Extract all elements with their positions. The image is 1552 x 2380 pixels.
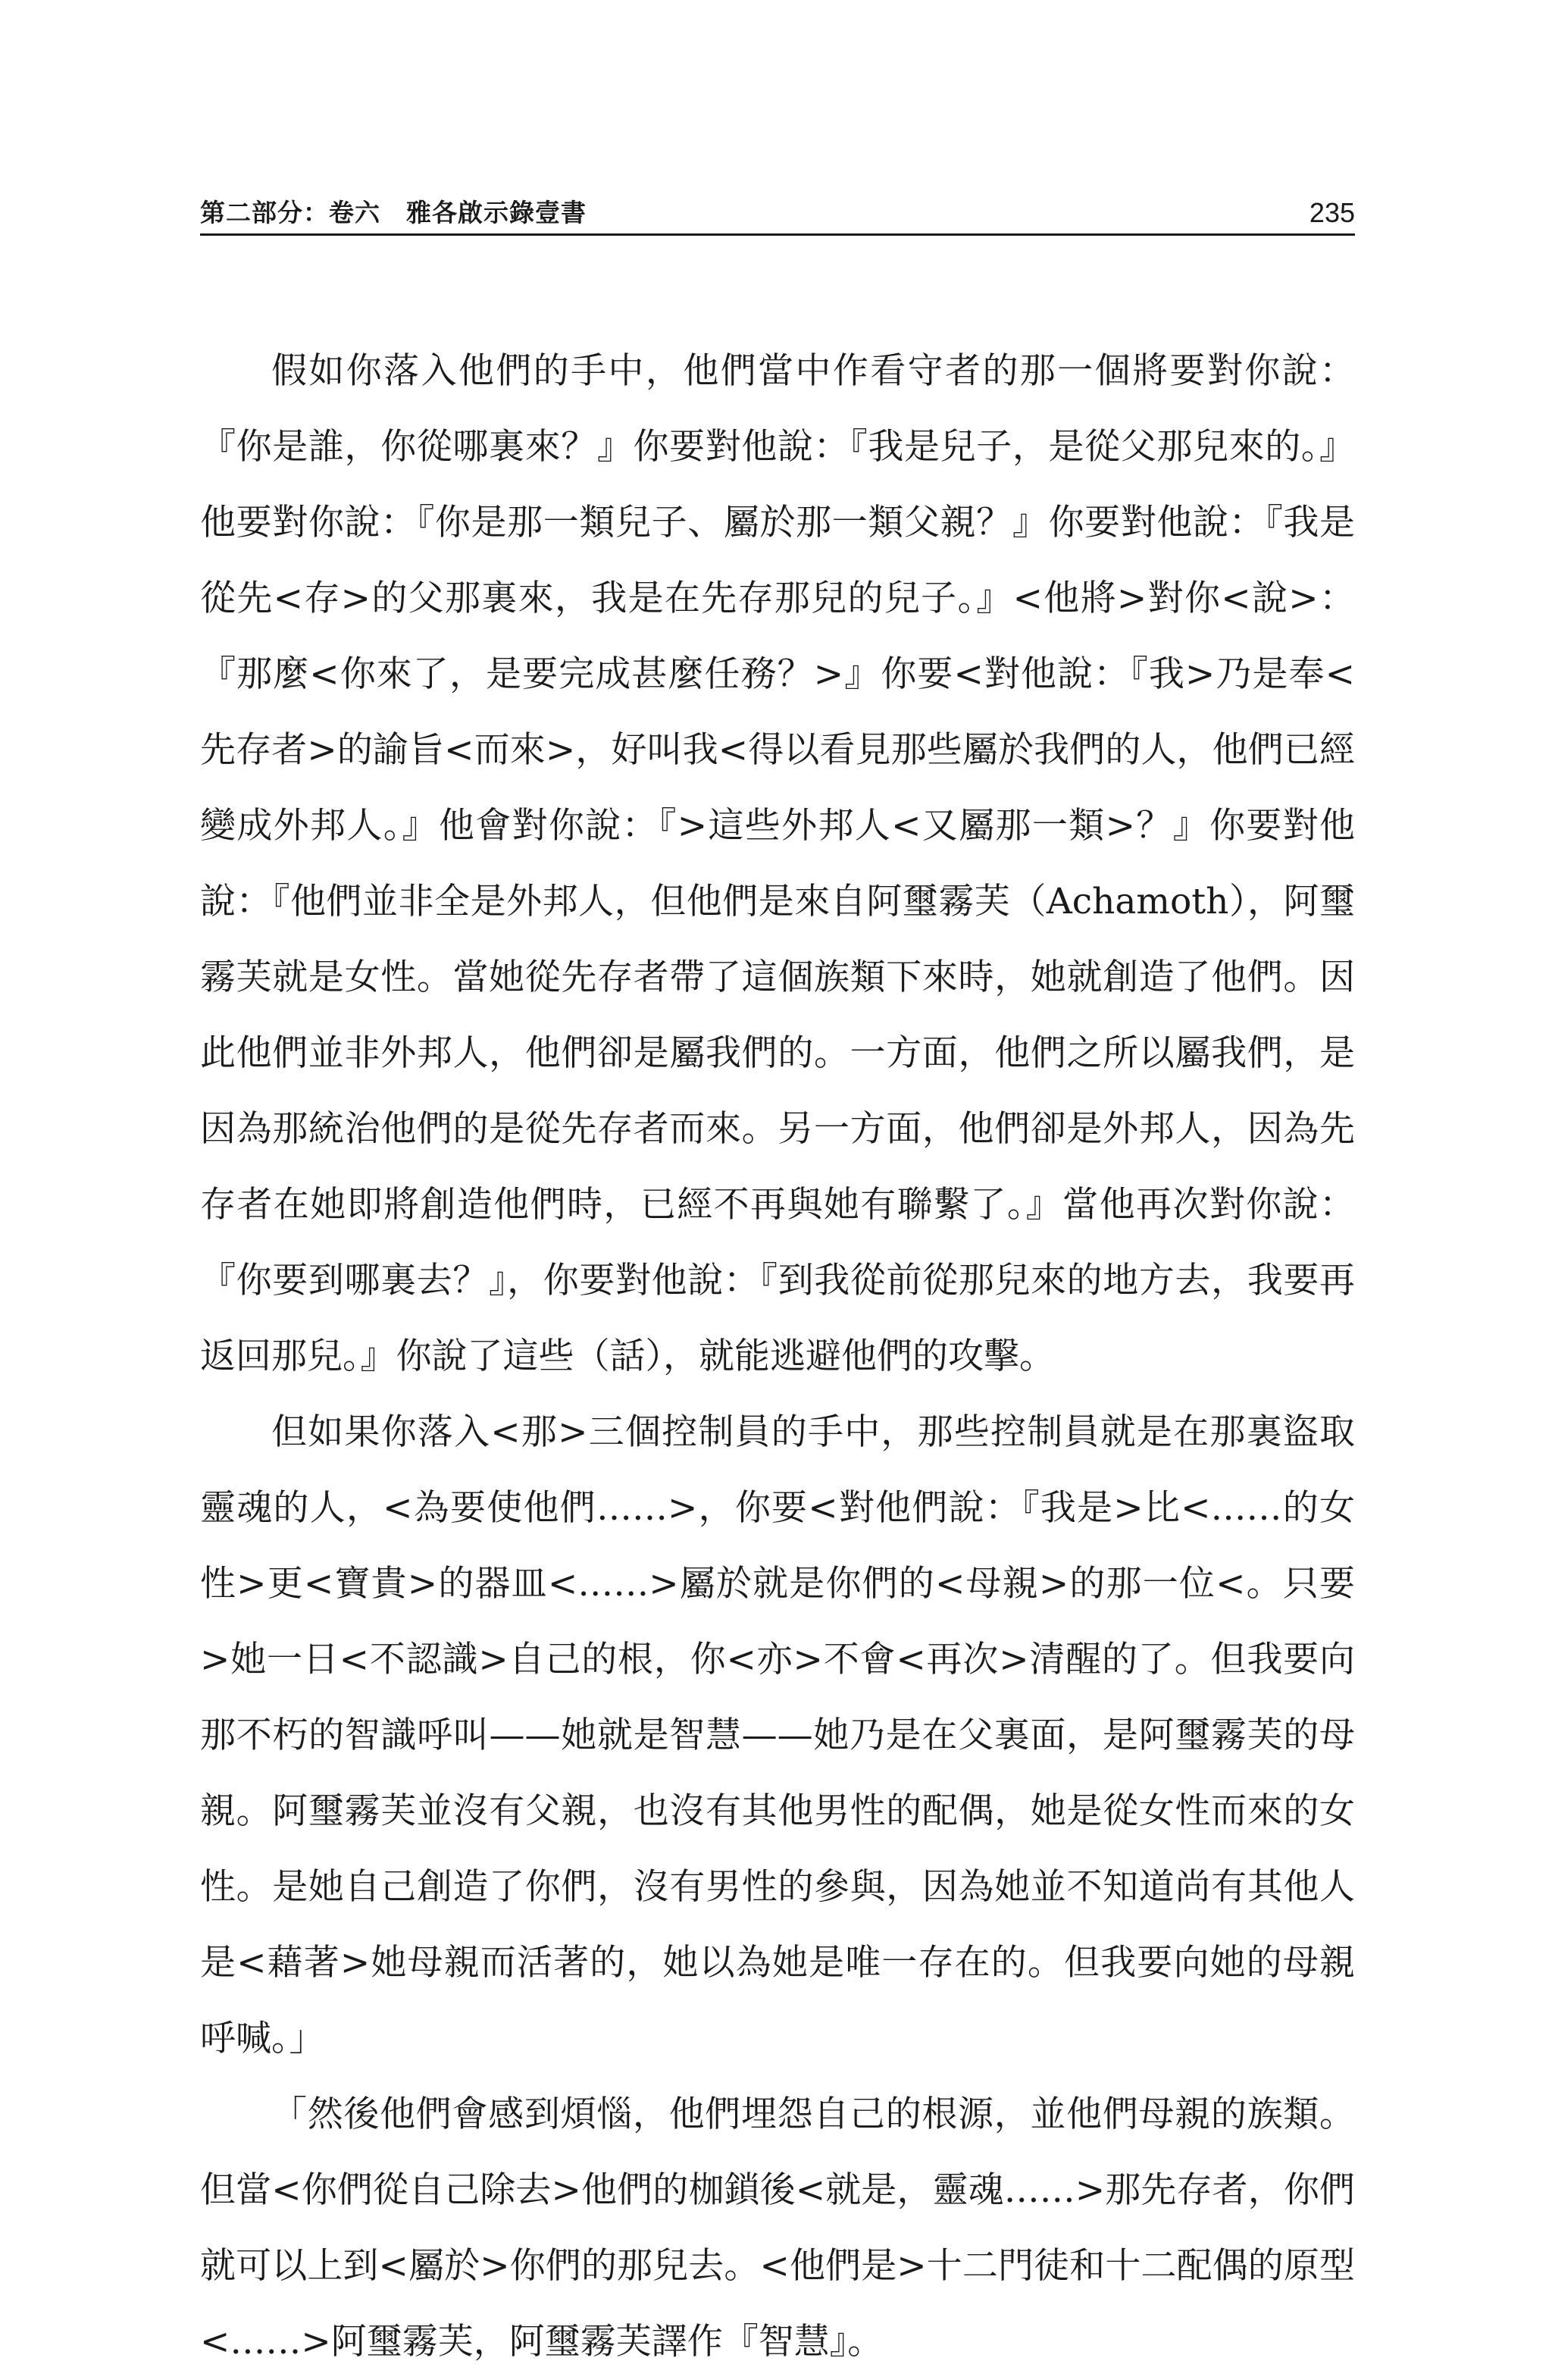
- running-header: [200, 196, 1355, 236]
- body-text: [200, 334, 1355, 2380]
- paragraph-2: 但如果你落入<那>三個控制員的手中，那些控制員就是在那裏盜取靈魂的人，<為要使他們……>，你要<對他們說：『我是>比<……的女性>更<寶貴>的器皿<……>屬於就是你們的<母親>的那一位<。只要>她一日<不認識>自己的根，你<亦>不會<再次>清醒的了。但我要向那不朽的智識呼叫——她就是智慧——她乃是在父裏面，是阿璽霧芙的母親。阿璽霧芙並沒有父親，也沒有其他男性的配偶，她是從女性而來的女性。是她自己創造了你們，沒有男性的參與，因為她並不知道尚有其他人是<藉著>她母親而活著的，她以為她是唯一存在的。但我要向她的母親呼喊。」: [200, 1411, 1355, 2059]
- header-title: 第二部分：卷六 雅各啟示錄壹書: [200, 198, 587, 227]
- paragraph-3: 「然後他們會感到煩惱，他們埋怨自己的根源，並他們母親的族類。但當<你們從自己除去>他們的枷鎖後<就是，靈魂……>那先存者，你們就可以上到<屬於>你們的那兒去。<他們是>十二門徒和十二配偶的原型<……>阿璽霧芙，阿璽霧芙譯作『智慧』。: [200, 2093, 1355, 2363]
- paragraph-1: 假如你落入他們的手中，他們當中作看守者的那一個將要對你說：『你是誰，你從哪裏來？』你要對他說：『我是兒子，是從父那兒來的。』他要對你說：『你是那一類兒子、屬於那一類父親？』你要對他說：『我是從先<存>的父那裏來，我是在先存那兒的兒子。』<他將>對你<說>：『那麼<你來了，是要完成甚麼任務？>』你要<對他說：『我>乃是奉<先存者>的諭旨<而來>，好叫我<得以看見那些屬於我們的人，他們已經變成外邦人。』他會對你說：『>這些外邦人<又屬那一類>？』你要對他說：『他們並非全是外邦人，但他們是來自阿璽霧芙（Achamoth），阿璽霧芙就是女性。當她從先存者帶了這個族類下來時，她就創造了他們。因此他們並非外邦人，他們卻是屬我們的。一方面，他們之所以屬我們，是因為那統治他們的是從先存者而來。另一方面，他們卻是外邦人，因為先存者在她即將創造他們時，已經不再與她有聯繫了。』當他再次對你說：『你要到哪裏去？』，你要對他說：『到我從前從那兒來的地方去，我要再返回那兒。』你說了這些（話），就能逃避他們的攻擊。: [200, 350, 1355, 1377]
- page-number: 235: [1309, 197, 1355, 228]
